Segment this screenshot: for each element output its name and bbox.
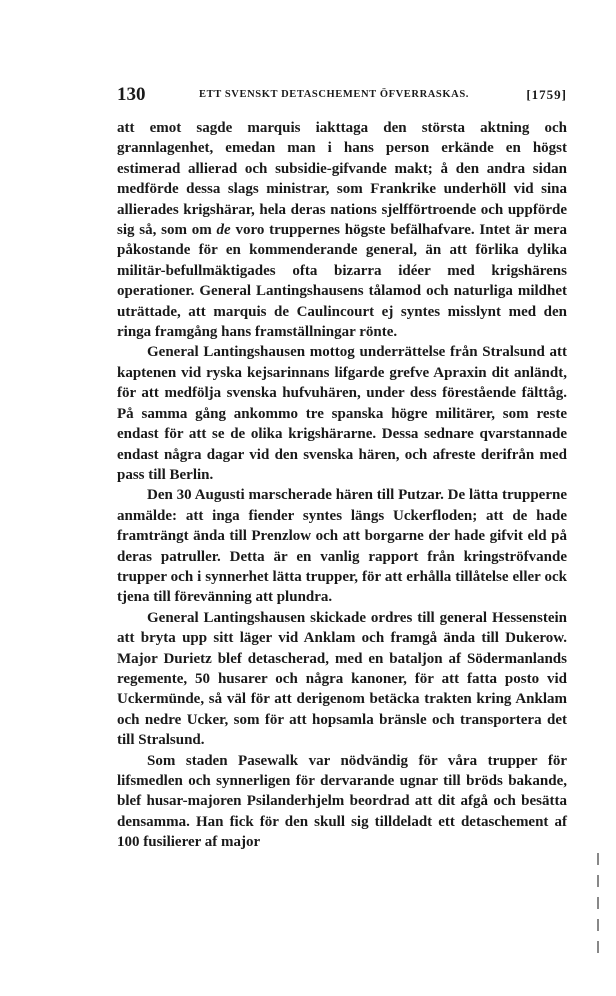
scan-mark	[597, 897, 599, 909]
paragraph	[117, 608, 567, 751]
year-mark: [1759]	[526, 87, 567, 102]
running-title: ETT SVENSKT DETASCHEMENT ÖFVERRASKAS.	[199, 89, 469, 100]
text-run: att emot sagde marquis iakttaga den största aktning och grannlagenhet, emedan man i hans person erkände en högst estimerad allierad och subsidie-gifvande makt; å den andra sidan medförde dessa slags ministrar, som Frankrike underhöll vid sina allierades krigshärar, hela deras nations sjelfförtroende och uppförde sig så, som om	[117, 120, 567, 239]
paragraph	[117, 342, 567, 485]
paragraph	[117, 485, 567, 607]
paragraph	[117, 751, 567, 853]
text-run: Som staden Pasewalk var nödvändig för våra trupper för lifsmedlen och synnerligen för dervarande ugnar till bröds bakande, blef husar-majoren Psilanderhjelm beordrad att dit afgå och besätta densamma. Han fick för den skull sig tilldeladt ett detaschement af 100 fusilierer af major	[117, 752, 567, 851]
italic-text-run: de	[216, 222, 231, 239]
text-run: General Lantingshausen mottog underrättelse från Stralsund att kaptenen vid ryska kejsarinnans lifgarde grefve Apraxin dit anländt, för att medfölja svenska hufvuhären, under dess förestående fälttåg. På samma gång ankommo tre spanska högre militärer, som reste endast för att se de olika krigshärarne. Dessa sednare qvarstannade endast några dagar vid den svenska hären, och afreste derifrån med pass till Berlin.	[117, 344, 567, 483]
scan-mark	[597, 919, 599, 931]
text-run: Den 30 Augusti marscherade hären till Putzar. De lätta trupperne anmälde: att inga fiender syntes längs Uckerfloden; att de hade framträngt ända till Prenzlow och att borgarne der hade gifvit eld på deras patruller. Detta är en vanlig rapport från kringströfvande trupper och i synnerhet lätta trupper, för att erhålla tillåtelse eller ock tjena till förevänning att plundra.	[117, 487, 567, 606]
scan-mark	[597, 941, 599, 953]
scan-mark	[597, 853, 599, 865]
page-number: 130	[117, 84, 146, 105]
page-header	[117, 84, 567, 106]
scan-mark	[597, 875, 599, 887]
text-run: voro truppernes högste befälhafvare. Intet är mera påkostande för en kommenderande general, än att förlika dylika militär-befullmäktigades ofta bizarra idéer med krigshärens operationer. General Lantingshausens tålamod och naturliga mildhet uträttade, att marquis de Caulincourt ej syntes misslynt med den ringa framgång hans framställningar rönte.	[117, 222, 568, 341]
text-run: General Lantingshausen skickade ordres till general Hessenstein att bryta upp sitt läger vid Anklam och framgå ända till Dukerow. Major Durietz blef detascherad, med en bataljon af Södermanlands regemente, 50 husarer och några kanoner, för att fatta posto vid Uckermünde, så väl för att derigenom betäcka trakten kring Anklam och nedre Ucker, som för att hopsamla bränsle och transportera det till Stralsund.	[117, 609, 567, 749]
margin-scan-marks	[597, 853, 601, 993]
paragraph	[117, 118, 567, 342]
body-text	[117, 118, 567, 853]
